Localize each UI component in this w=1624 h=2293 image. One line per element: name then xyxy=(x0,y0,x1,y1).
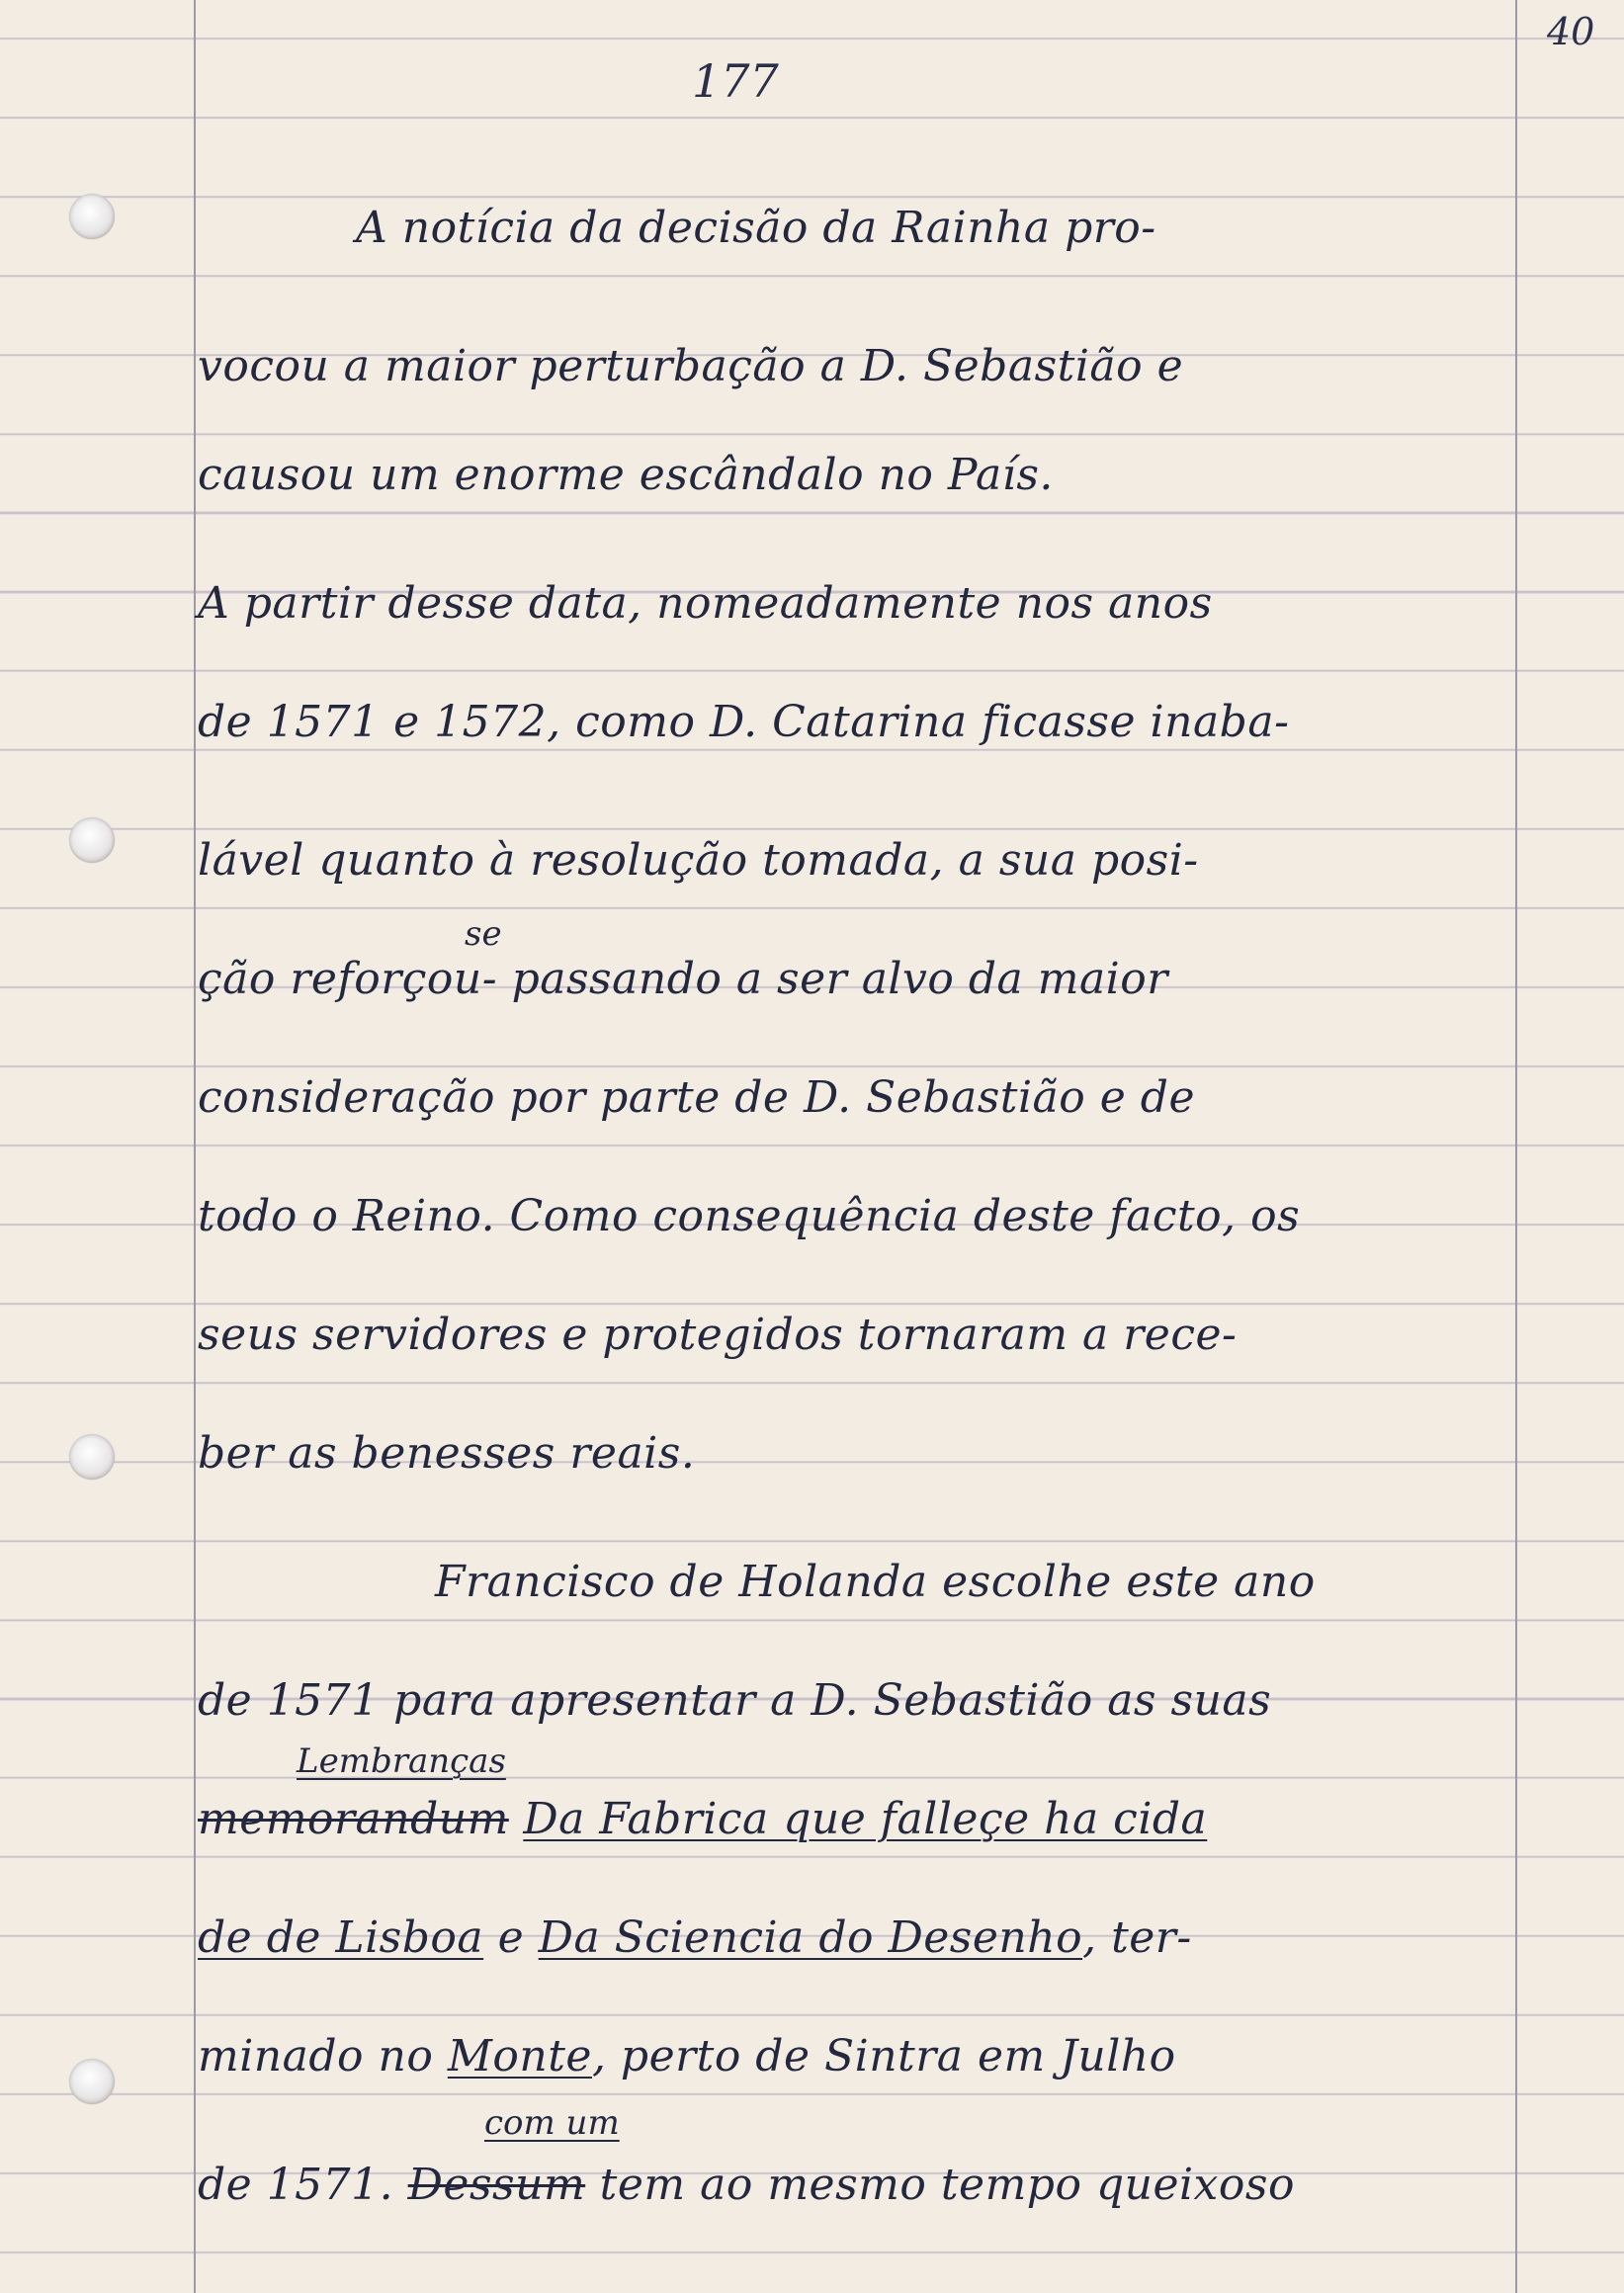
page-number: 177 xyxy=(692,54,779,108)
superscript-insertion: se xyxy=(465,914,502,954)
text-line: seus servidores e protegidos tornaram a rece- xyxy=(198,1310,1238,1360)
line-segment: de 1571. xyxy=(198,2160,408,2210)
work-title: de de Lisboa xyxy=(198,1912,484,1963)
line-segment: passando a ser alvo da maior xyxy=(497,954,1168,1004)
text-line: vocou a maior perturbação a D. Sebastião e xyxy=(198,341,1184,391)
insertion-text: com um xyxy=(484,2103,620,2143)
text-line xyxy=(198,1794,1522,1844)
place-name: Monte xyxy=(447,2031,592,2081)
line-segment: ção reforçou- xyxy=(198,954,498,1004)
work-title: Da Fabrica que falleçe ha cida xyxy=(523,1794,1208,1844)
text-line: Francisco de Holanda escolhe este ano xyxy=(435,1557,1316,1607)
text-line: ber as benesses reais. xyxy=(198,1428,696,1479)
line-segment: minado no xyxy=(198,2031,448,2081)
line-segment: , ter- xyxy=(1082,1912,1192,1963)
struck-word: Dessum xyxy=(407,2160,586,2210)
superscript-insertion xyxy=(297,1741,506,1781)
insertion-text: Lembranças xyxy=(297,1741,506,1781)
text-line: lável quanto à resolução tomada, a sua posi- xyxy=(198,835,1199,886)
text-line xyxy=(198,954,1522,1004)
text-line: de 1571 para apresentar a D. Sebastião as suas xyxy=(198,1675,1272,1726)
sheet-number: 40 xyxy=(1547,10,1595,53)
text-line: de 1571 e 1572, como D. Catarina ficasse inaba- xyxy=(198,697,1290,747)
punch-hole xyxy=(69,817,115,863)
text-line: todo o Reino. Como consequência deste facto, os xyxy=(198,1191,1301,1241)
struck-word: memorandum xyxy=(198,1794,509,1844)
text-line: causou um enorme escândalo no País. xyxy=(198,450,1054,500)
text-line: A notícia da decisão da Rainha pro- xyxy=(356,203,1156,253)
line-segment: e xyxy=(483,1912,539,1963)
work-title: Da Sciencia do Desenho xyxy=(538,1912,1083,1963)
punch-hole xyxy=(69,1434,115,1480)
line-segment: tem ao mesmo tempo queixoso xyxy=(585,2160,1295,2210)
text-line xyxy=(198,1912,1522,1963)
text-line xyxy=(198,2160,1522,2210)
superscript-insertion xyxy=(484,2103,620,2143)
punch-hole xyxy=(69,2059,115,2104)
punch-hole xyxy=(69,194,115,239)
left-margin-rule xyxy=(194,0,196,2293)
text-line: A partir desse data, nomeadamente nos anos xyxy=(198,578,1213,629)
text-line: consideração por parte de D. Sebastião e de xyxy=(198,1072,1195,1123)
line-segment: , perto de Sintra em Julho xyxy=(591,2031,1176,2081)
text-line xyxy=(198,2031,1522,2081)
